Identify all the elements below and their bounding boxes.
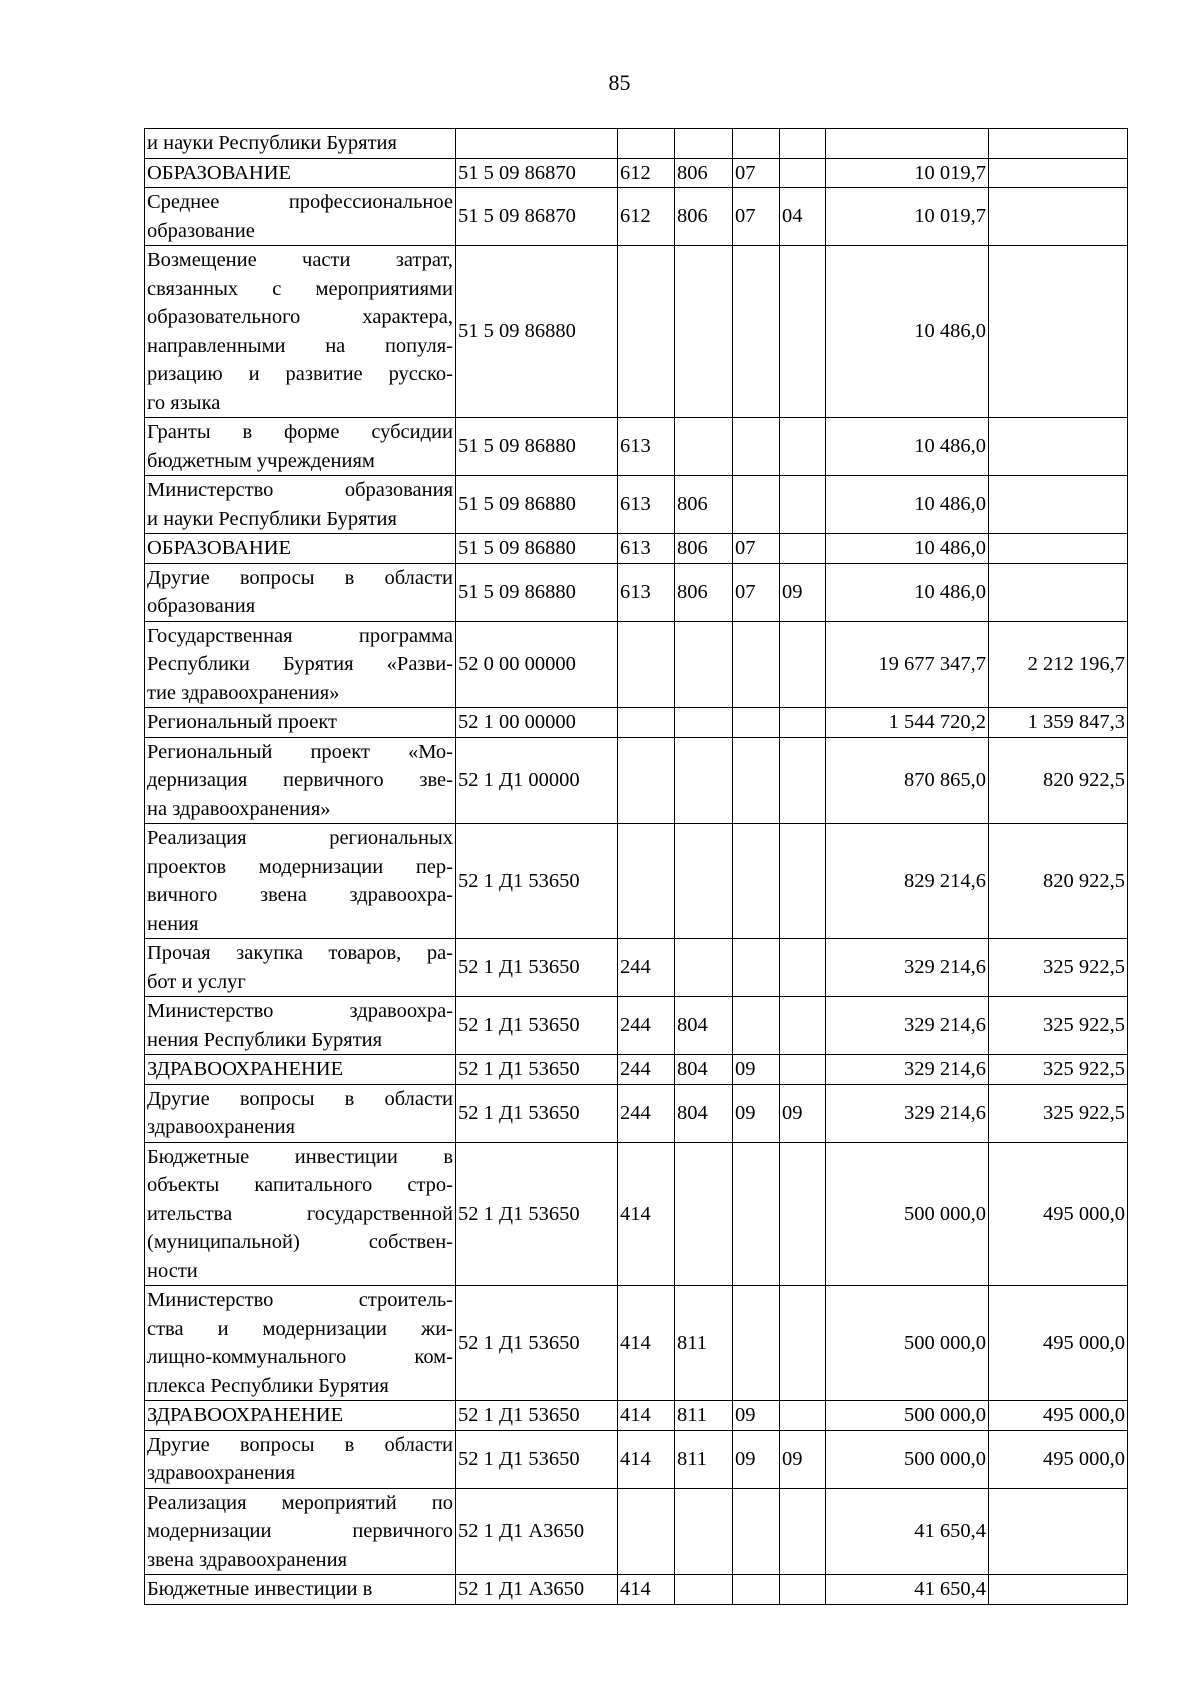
federal-amount-cell xyxy=(989,246,1128,418)
table-row xyxy=(145,1084,1128,1142)
federal-amount-cell xyxy=(989,476,1128,534)
federal-amount-cell xyxy=(989,534,1128,564)
section-cell: 07 xyxy=(733,158,780,188)
amount-cell: 10 486,0 xyxy=(826,534,989,564)
amount-cell: 329 214,6 xyxy=(826,997,989,1055)
expense-type-cell xyxy=(618,129,675,159)
row-name-line: Министерство строитель- xyxy=(147,1289,453,1311)
amount-cell xyxy=(826,129,989,159)
ministry-code-cell: 806 xyxy=(675,476,733,534)
row-name-cell xyxy=(145,1430,456,1488)
target-article-cell: 51 5 09 86880 xyxy=(456,246,618,418)
row-name-line: Другие вопросы в области xyxy=(147,1087,453,1110)
ministry-code-cell: 811 xyxy=(675,1430,733,1488)
subsection-cell xyxy=(780,1286,826,1401)
amount-cell: 329 214,6 xyxy=(826,939,989,997)
target-article-cell: 52 1 Д1 53650 xyxy=(456,1401,618,1431)
ministry-code-cell xyxy=(675,1575,733,1605)
federal-amount-cell: 495 000,0 xyxy=(989,1401,1128,1431)
expense-type-cell: 244 xyxy=(618,997,675,1055)
ministry-code-cell: 806 xyxy=(675,534,733,564)
amount-cell: 10 486,0 xyxy=(826,246,989,418)
target-article-cell: 52 1 00 00000 xyxy=(456,708,618,738)
federal-amount-cell: 325 922,5 xyxy=(989,997,1128,1055)
amount-cell: 10 019,7 xyxy=(826,188,989,246)
expense-type-cell: 612 xyxy=(618,188,675,246)
row-name-line: проектов модернизации пер- xyxy=(147,855,453,878)
row-name-line: бот и услуг xyxy=(147,970,246,993)
subsection-cell xyxy=(780,708,826,738)
section-cell: 09 xyxy=(733,1084,780,1142)
row-name-line: здравоохранения xyxy=(147,1462,296,1484)
row-name-cell xyxy=(145,1575,456,1605)
subsection-cell xyxy=(780,939,826,997)
table-row xyxy=(145,246,1128,418)
row-name-line: ОБРАЗОВАНИЕ xyxy=(147,161,292,184)
expense-type-cell xyxy=(618,737,675,824)
row-name-line: (муниципальной) собствен- xyxy=(147,1231,453,1253)
subsection-cell: 09 xyxy=(780,1430,826,1488)
table-row xyxy=(145,1430,1128,1488)
federal-amount-cell: 495 000,0 xyxy=(989,1430,1128,1488)
row-name-cell xyxy=(145,534,456,564)
row-name-line: Другие вопросы в области xyxy=(147,1433,453,1456)
subsection-cell: 04 xyxy=(780,188,826,246)
row-name-line: вичного звена здравоохра- xyxy=(147,884,453,906)
row-name-cell xyxy=(145,1055,456,1085)
federal-amount-cell: 495 000,0 xyxy=(989,1142,1128,1286)
row-name-line: образовательного характера, xyxy=(147,306,453,328)
row-name-line: Бюджетные инвестиции в xyxy=(147,1145,453,1168)
expense-type-cell xyxy=(618,708,675,738)
target-article-cell xyxy=(456,129,618,159)
subsection-cell xyxy=(780,737,826,824)
table-row xyxy=(145,563,1128,621)
federal-amount-cell: 325 922,5 xyxy=(989,1084,1128,1142)
ministry-code-cell xyxy=(675,1142,733,1286)
amount-cell: 10 486,0 xyxy=(826,563,989,621)
expense-type-cell: 613 xyxy=(618,418,675,476)
row-name-line: тие здравоохранения» xyxy=(147,681,340,704)
row-name-cell xyxy=(145,939,456,997)
row-name-line: Бюджетные инвестиции в xyxy=(147,1578,373,1600)
ministry-code-cell xyxy=(675,824,733,939)
row-name-cell xyxy=(145,563,456,621)
row-name-cell xyxy=(145,1401,456,1431)
row-name-line: бюджетным учреждениям xyxy=(147,449,375,472)
row-name-line: Другие вопросы в области xyxy=(147,566,453,589)
federal-amount-cell xyxy=(989,188,1128,246)
subsection-cell xyxy=(780,158,826,188)
target-article-cell: 51 5 09 86880 xyxy=(456,476,618,534)
ministry-code-cell: 804 xyxy=(675,1084,733,1142)
section-cell xyxy=(733,418,780,476)
amount-cell: 500 000,0 xyxy=(826,1401,989,1431)
target-article-cell: 51 5 09 86880 xyxy=(456,534,618,564)
subsection-cell xyxy=(780,418,826,476)
target-article-cell: 52 1 Д1 53650 xyxy=(456,824,618,939)
ministry-code-cell xyxy=(675,246,733,418)
federal-amount-cell: 325 922,5 xyxy=(989,939,1128,997)
section-cell: 09 xyxy=(733,1430,780,1488)
ministry-code-cell xyxy=(675,418,733,476)
federal-amount-cell: 820 922,5 xyxy=(989,737,1128,824)
ministry-code-cell: 806 xyxy=(675,563,733,621)
subsection-cell xyxy=(780,621,826,708)
row-name-cell xyxy=(145,737,456,824)
table-row xyxy=(145,997,1128,1055)
federal-amount-cell xyxy=(989,563,1128,621)
expense-type-cell: 414 xyxy=(618,1430,675,1488)
row-name-line: ЗДРАВООХРАНЕНИЕ xyxy=(147,1404,344,1426)
target-article-cell: 52 1 Д1 00000 xyxy=(456,737,618,824)
table-row xyxy=(145,1575,1128,1605)
ministry-code-cell: 804 xyxy=(675,997,733,1055)
target-article-cell: 52 1 Д1 53650 xyxy=(456,1286,618,1401)
expense-type-cell: 414 xyxy=(618,1286,675,1401)
table-row xyxy=(145,534,1128,564)
section-cell: 09 xyxy=(733,1055,780,1085)
table-row xyxy=(145,824,1128,939)
expense-type-cell: 613 xyxy=(618,563,675,621)
amount-cell: 329 214,6 xyxy=(826,1084,989,1142)
row-name-line: модернизации первичного xyxy=(147,1520,453,1542)
amount-cell: 329 214,6 xyxy=(826,1055,989,1085)
row-name-line: нения xyxy=(147,912,199,935)
section-cell xyxy=(733,1142,780,1286)
subsection-cell xyxy=(780,1055,826,1085)
row-name-line: плекса Республики Бурятия xyxy=(147,1374,389,1397)
row-name-cell xyxy=(145,1286,456,1401)
section-cell: 09 xyxy=(733,1401,780,1431)
subsection-cell xyxy=(780,997,826,1055)
row-name-line: Реализация региональных xyxy=(147,827,453,849)
row-name-cell xyxy=(145,246,456,418)
row-name-line: Республики Бурятия «Разви- xyxy=(147,653,453,675)
target-article-cell: 52 0 00 00000 xyxy=(456,621,618,708)
table-row xyxy=(145,1142,1128,1286)
row-name-line: Региональный проект xyxy=(147,711,337,733)
subsection-cell xyxy=(780,246,826,418)
section-cell xyxy=(733,737,780,824)
subsection-cell xyxy=(780,1142,826,1286)
table-row xyxy=(145,1401,1128,1431)
ministry-code-cell: 811 xyxy=(675,1286,733,1401)
ministry-code-cell xyxy=(675,708,733,738)
ministry-code-cell xyxy=(675,939,733,997)
table-row xyxy=(145,418,1128,476)
amount-cell: 870 865,0 xyxy=(826,737,989,824)
row-name-line: и науки Республики Бурятия xyxy=(147,507,397,530)
federal-amount-cell: 1 359 847,3 xyxy=(989,708,1128,738)
expense-type-cell: 244 xyxy=(618,1055,675,1085)
row-name-line: ОБРАЗОВАНИЕ xyxy=(147,537,292,559)
target-article-cell: 52 1 Д1 А3650 xyxy=(456,1488,618,1575)
expense-type-cell: 414 xyxy=(618,1401,675,1431)
section-cell: 07 xyxy=(733,563,780,621)
row-name-cell xyxy=(145,1084,456,1142)
row-name-line: Гранты в форме субсидии xyxy=(147,421,453,443)
row-name-line: ности xyxy=(147,1259,198,1282)
subsection-cell xyxy=(780,1401,826,1431)
federal-amount-cell: 325 922,5 xyxy=(989,1055,1128,1085)
amount-cell: 10 486,0 xyxy=(826,418,989,476)
row-name-line: нения Республики Бурятия xyxy=(147,1028,383,1051)
subsection-cell xyxy=(780,1488,826,1575)
section-cell: 07 xyxy=(733,534,780,564)
target-article-cell: 52 1 Д1 53650 xyxy=(456,1142,618,1286)
ministry-code-cell xyxy=(675,621,733,708)
expense-type-cell: 613 xyxy=(618,476,675,534)
expense-type-cell: 244 xyxy=(618,939,675,997)
table-row xyxy=(145,476,1128,534)
federal-amount-cell xyxy=(989,158,1128,188)
section-cell xyxy=(733,476,780,534)
row-name-line: Среднее профессиональное xyxy=(147,191,453,213)
target-article-cell: 51 5 09 86880 xyxy=(456,563,618,621)
row-name-line: лищно-коммунального ком- xyxy=(147,1346,453,1368)
expense-type-cell: 414 xyxy=(618,1575,675,1605)
section-cell xyxy=(733,997,780,1055)
row-name-line: го языка xyxy=(147,391,221,414)
row-name-line: ства и модернизации жи- xyxy=(147,1317,453,1340)
section-cell xyxy=(733,1575,780,1605)
page-number: 85 xyxy=(608,70,631,95)
row-name-cell xyxy=(145,1488,456,1575)
expense-type-cell xyxy=(618,1488,675,1575)
amount-cell: 10 019,7 xyxy=(826,158,989,188)
table-row xyxy=(145,129,1128,159)
federal-amount-cell: 820 922,5 xyxy=(989,824,1128,939)
amount-cell: 1 544 720,2 xyxy=(826,708,989,738)
table-row xyxy=(145,158,1128,188)
federal-amount-cell xyxy=(989,1488,1128,1575)
federal-amount-cell xyxy=(989,129,1128,159)
amount-cell: 500 000,0 xyxy=(826,1142,989,1286)
target-article-cell: 51 5 09 86870 xyxy=(456,188,618,246)
row-name-cell xyxy=(145,1142,456,1286)
row-name-cell xyxy=(145,708,456,738)
amount-cell: 41 650,4 xyxy=(826,1488,989,1575)
row-name-line: на здравоохранения» xyxy=(147,797,331,820)
row-name-line: Министерство образования xyxy=(147,479,453,501)
target-article-cell: 51 5 09 86880 xyxy=(456,418,618,476)
amount-cell: 500 000,0 xyxy=(826,1430,989,1488)
subsection-cell: 09 xyxy=(780,1084,826,1142)
row-name-line: образования xyxy=(147,595,256,617)
target-article-cell: 52 1 Д1 53650 xyxy=(456,939,618,997)
amount-cell: 500 000,0 xyxy=(826,1286,989,1401)
row-name-cell xyxy=(145,824,456,939)
amount-cell: 19 677 347,7 xyxy=(826,621,989,708)
expense-type-cell xyxy=(618,824,675,939)
expense-type-cell: 244 xyxy=(618,1084,675,1142)
row-name-line: Министерство здравоохра- xyxy=(147,1000,453,1022)
section-cell xyxy=(733,1488,780,1575)
amount-cell: 10 486,0 xyxy=(826,476,989,534)
row-name-line: направленными на популя- xyxy=(147,334,453,357)
target-article-cell: 52 1 Д1 А3650 xyxy=(456,1575,618,1605)
table-row xyxy=(145,1488,1128,1575)
subsection-cell xyxy=(780,534,826,564)
expense-type-cell: 613 xyxy=(618,534,675,564)
section-cell xyxy=(733,1286,780,1401)
row-name-line: звена здравоохранения xyxy=(147,1548,348,1571)
table-row xyxy=(145,939,1128,997)
row-name-line: ительства государственной xyxy=(147,1202,453,1225)
row-name-line: связанных с мероприятиями xyxy=(147,277,453,300)
ministry-code-cell: 806 xyxy=(675,158,733,188)
subsection-cell xyxy=(780,129,826,159)
expense-type-cell: 414 xyxy=(618,1142,675,1286)
section-cell xyxy=(733,246,780,418)
table-row xyxy=(145,737,1128,824)
row-name-line: здравоохранения xyxy=(147,1116,296,1138)
subsection-cell xyxy=(780,1575,826,1605)
target-article-cell: 52 1 Д1 53650 xyxy=(456,1084,618,1142)
row-name-cell xyxy=(145,476,456,534)
amount-cell: 829 214,6 xyxy=(826,824,989,939)
row-name-line: Региональный проект «Мо- xyxy=(147,740,453,763)
ministry-code-cell: 804 xyxy=(675,1055,733,1085)
federal-amount-cell xyxy=(989,418,1128,476)
subsection-cell xyxy=(780,476,826,534)
section-cell xyxy=(733,621,780,708)
row-name-line: и науки Республики Бурятия xyxy=(147,132,397,154)
row-name-cell xyxy=(145,188,456,246)
row-name-cell xyxy=(145,158,456,188)
ministry-code-cell: 806 xyxy=(675,188,733,246)
table-row xyxy=(145,188,1128,246)
budget-table xyxy=(144,128,1128,1605)
row-name-line: Реализация мероприятий по xyxy=(147,1491,453,1514)
target-article-cell: 51 5 09 86870 xyxy=(456,158,618,188)
ministry-code-cell xyxy=(675,129,733,159)
ministry-code-cell: 811 xyxy=(675,1401,733,1431)
section-cell: 07 xyxy=(733,188,780,246)
table-row xyxy=(145,621,1128,708)
target-article-cell: 52 1 Д1 53650 xyxy=(456,1055,618,1085)
federal-amount-cell: 495 000,0 xyxy=(989,1286,1128,1401)
section-cell xyxy=(733,824,780,939)
subsection-cell: 09 xyxy=(780,563,826,621)
row-name-line: Прочая закупка товаров, ра- xyxy=(147,942,453,964)
row-name-line: ризацию и развитие русско- xyxy=(147,363,453,385)
row-name-line: Возмещение части затрат, xyxy=(147,249,453,271)
ministry-code-cell xyxy=(675,1488,733,1575)
section-cell xyxy=(733,129,780,159)
row-name-line: ЗДРАВООХРАНЕНИЕ xyxy=(147,1058,344,1080)
amount-cell: 41 650,4 xyxy=(826,1575,989,1605)
federal-amount-cell: 2 212 196,7 xyxy=(989,621,1128,708)
table-body xyxy=(145,129,1128,1605)
row-name-cell xyxy=(145,997,456,1055)
expense-type-cell xyxy=(618,621,675,708)
table-row xyxy=(145,1286,1128,1401)
row-name-line: Государственная программа xyxy=(147,624,453,647)
row-name-cell xyxy=(145,129,456,159)
row-name-line: объекты капитального стро- xyxy=(147,1174,453,1196)
federal-amount-cell xyxy=(989,1575,1128,1605)
subsection-cell xyxy=(780,824,826,939)
row-name-line: дернизация первичного зве- xyxy=(147,769,453,791)
expense-type-cell xyxy=(618,246,675,418)
ministry-code-cell xyxy=(675,737,733,824)
section-cell xyxy=(733,708,780,738)
section-cell xyxy=(733,939,780,997)
target-article-cell: 52 1 Д1 53650 xyxy=(456,1430,618,1488)
row-name-cell xyxy=(145,621,456,708)
target-article-cell: 52 1 Д1 53650 xyxy=(456,997,618,1055)
table-row xyxy=(145,708,1128,738)
expense-type-cell: 612 xyxy=(618,158,675,188)
table-row xyxy=(145,1055,1128,1085)
row-name-line: образование xyxy=(147,219,255,242)
row-name-cell xyxy=(145,418,456,476)
